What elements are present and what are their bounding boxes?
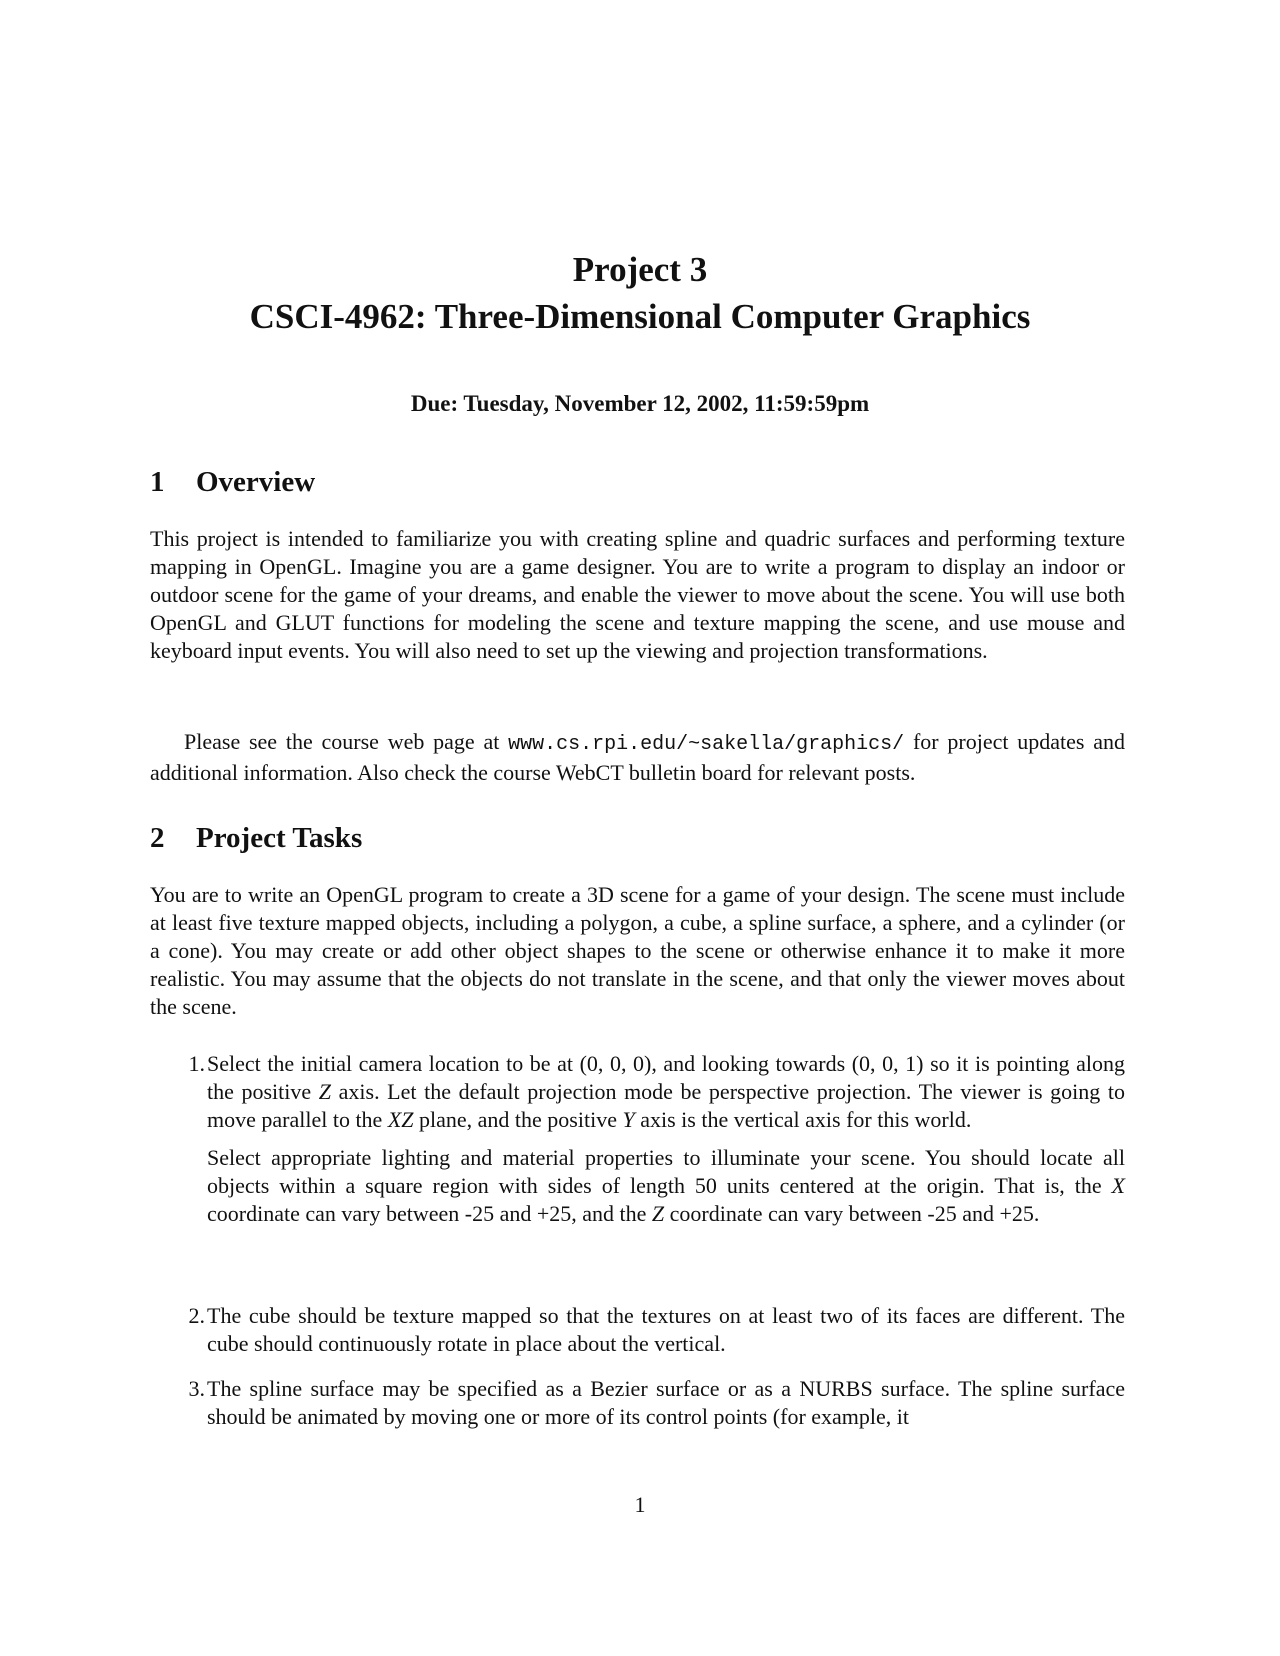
section-number: 1 xyxy=(150,466,165,498)
section-heading-overview xyxy=(150,466,315,499)
list-item-text: The spline surface may be specified as a Bezier surface or as a NURBS surface. The spline surface should be animated by moving one or more of its control points (for example, it xyxy=(207,1376,1125,1429)
section-heading-project-tasks xyxy=(150,822,362,855)
list-item-text: Select the initial camera location to be at (0, 0, 0), and looking towards (0, 0, 1) so it is pointing along the positive Z axis. Let the default projection mode be perspective projection. The viewer is going to move parallel to the XZ plane, and the positive Y axis is the vertical axis for this world. xyxy=(207,1051,1126,1132)
overview-paragraph: This project is intended to familiarize you with creating spline and quadric surfaces and performing texture mapping in OpenGL. Imagine you are a game designer. You are to write a program to display an indoor or outdoor scene for the game of your dreams, and enable the viewer to move about the scene. You will use both OpenGL and GLUT functions for modeling the scene and texture mapping the scene, and use mouse and keyboard input events. You will also need to set up the viewing and projection transformations. xyxy=(150,526,1125,663)
web-para-before: Please see the course web page at xyxy=(184,729,509,754)
list-item-number: 2. xyxy=(188,1303,205,1328)
list-item xyxy=(150,1302,1125,1358)
title-line-1: Project 3 xyxy=(572,250,708,289)
section-title: Overview xyxy=(196,466,316,498)
section-title: Project Tasks xyxy=(196,822,363,854)
list-item xyxy=(150,1050,1125,1228)
list-item xyxy=(150,1375,1125,1431)
section-number: 2 xyxy=(150,822,165,854)
page-number: 1 xyxy=(634,1492,646,1517)
list-item-number: 3. xyxy=(188,1376,205,1401)
web-page-paragraph xyxy=(150,728,1125,787)
web-para-after: for project updates and additional information. Also check the course WebCT bulletin board for relevant posts. xyxy=(150,729,1126,785)
title-line-2: CSCI-4962: Three-Dimensional Computer Graphics xyxy=(249,297,1031,336)
project-tasks-paragraph: You are to write an OpenGL program to create a 3D scene for a game of your design. The scene must include at least five texture mapped objects, including a polygon, a cube, a spline surface, a sphere, and a cylinder (or a cone). You may create or add other object shapes to the scene or otherwise enhance it to make it more realistic. You may assume that the objects do not translate in the scene, and that only the viewer moves about the scene. xyxy=(150,882,1125,1019)
due-date: Due: Tuesday, November 12, 2002, 11:59:59pm xyxy=(410,391,870,416)
list-item-text: The cube should be texture mapped so that the textures on at least two of its faces are different. The cube should continuously rotate in place about the vertical. xyxy=(207,1303,1125,1356)
list-item-text: Select appropriate lighting and material properties to illuminate your scene. You should locate all objects within a square region with sides of length 50 units centered at the origin. That is, the X coordinate can vary between -25 and +25, and the Z coordinate can vary between -25 and +25. xyxy=(207,1145,1125,1226)
list-item-number: 1. xyxy=(188,1051,205,1076)
course-url: www.cs.rpi.edu/~sakella/graphics/ xyxy=(508,733,905,756)
